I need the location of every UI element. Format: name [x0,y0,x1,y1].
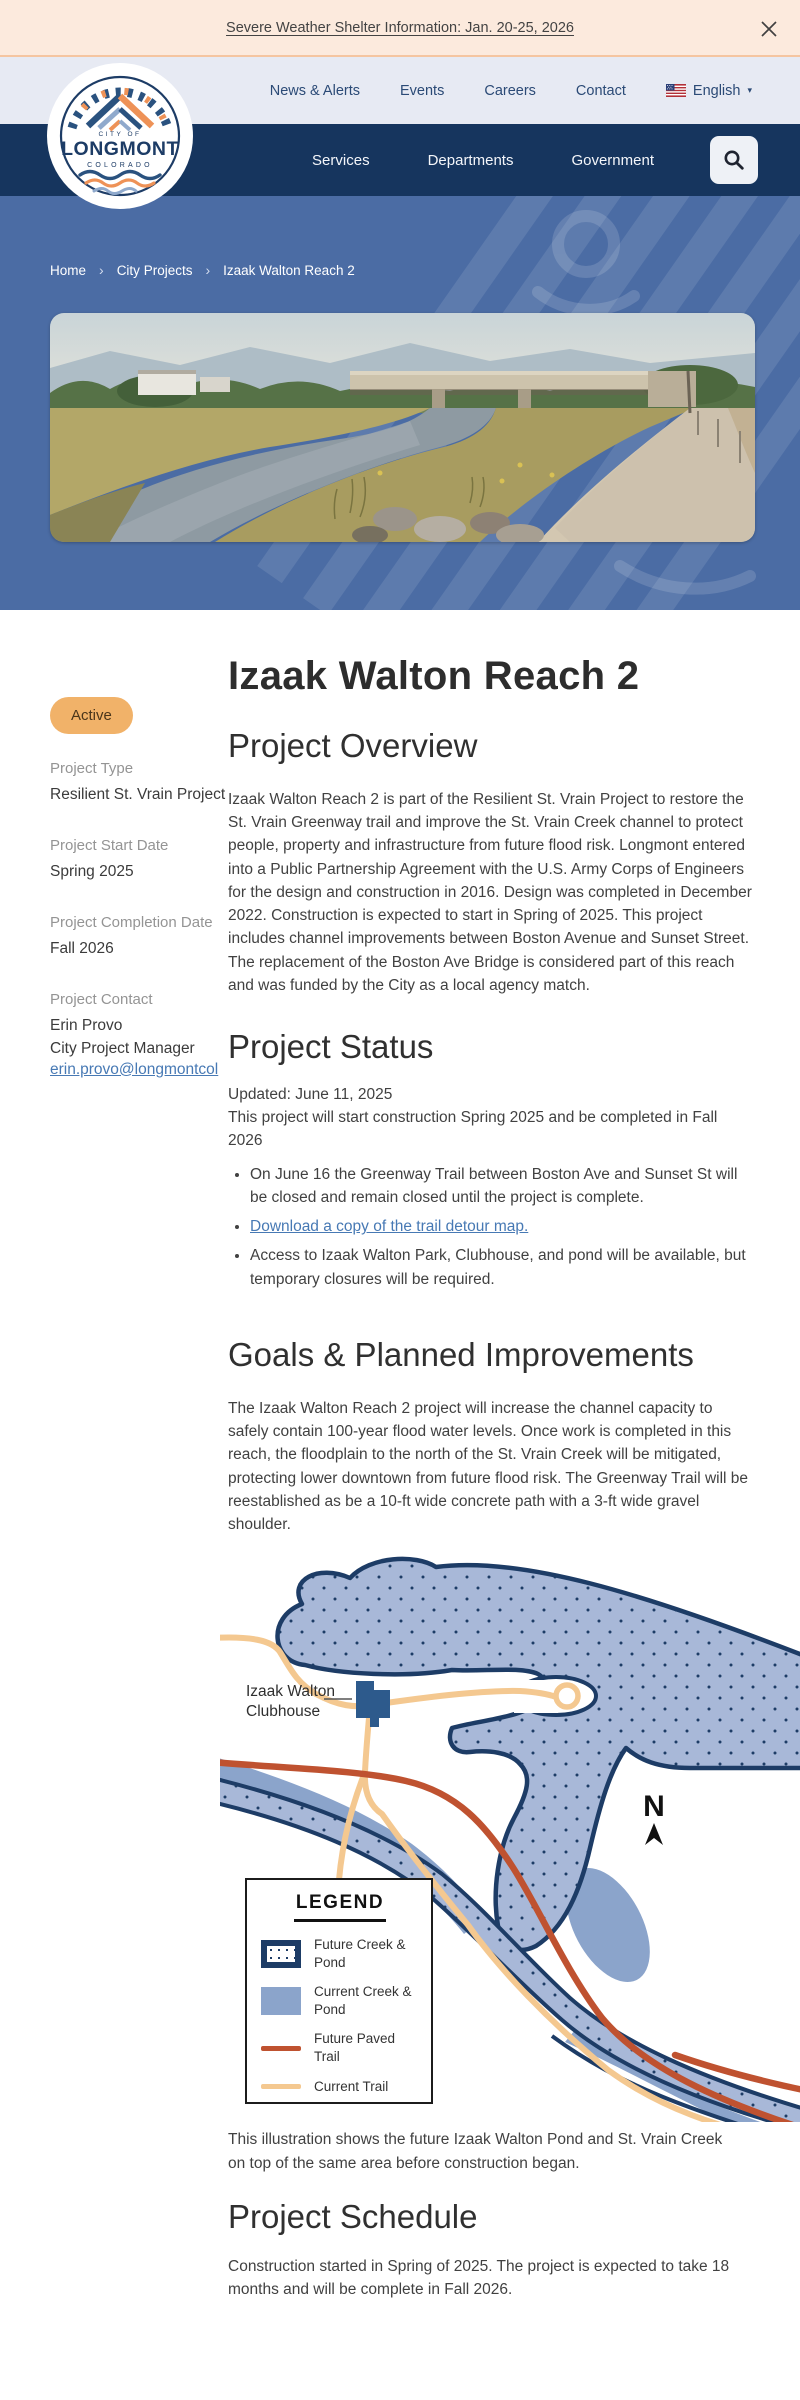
alert-banner [0,0,800,57]
legend-item-current-creek: Current Creek & Pond [261,1983,419,2018]
schedule-heading: Project Schedule [228,2197,478,2235]
overview-heading: Project Overview [228,727,478,764]
content-area [0,610,800,2301]
meta-project-type: Project Type Resilient St. Vrain Project [50,760,226,803]
current-creek-swatch [261,1987,301,2015]
clubhouse-label: Izaak Walton [246,1683,336,1701]
us-flag-icon [666,84,686,97]
status-intro: This project will start construction Spring 2025 and be completed in Fall 2026 [228,1109,718,1150]
language-selector[interactable] [666,83,752,99]
status-heading: Project Status [228,1028,434,1066]
meta-start-date: Project Start Date Spring 2025 [50,837,169,881]
main-column [228,610,755,2301]
status-list [250,1163,755,1291]
legend-item-current-trail: Current Trail [261,2078,419,2096]
svg-text:COLORADO: COLORADO [87,162,153,169]
legend-item-future-trail: Future Paved Trail [261,2030,419,2065]
breadcrumb-chevron-icon: › [99,262,104,278]
longmont-logo-icon [46,62,194,210]
status-bullet-closure: • On June 16 the Greenway Trail between Boston Ave and Sunset St will be closed and remain closed until the project is complete. [250,1163,755,1210]
breadcrumb-chevron-icon: › [205,262,211,278]
project-map-illustration [220,1550,800,2122]
chevron-down-icon: ▾ [747,85,752,95]
legend-item-future-creek: Future Creek & Pond [261,1936,419,1971]
search-icon [723,149,745,171]
map-legend [245,1878,433,2104]
breadcrumb-current-page: Izaak Walton Reach 2 [223,262,355,278]
breadcrumb-home[interactable]: Home [50,262,87,278]
breadcrumb [50,262,355,278]
current-trail-loop [556,1685,578,1707]
goals-paragraph: The Izaak Walton Reach 2 project will increase the channel capacity to safely contain 100-year flood water levels. Once work is completed in this reach, the floodplain to the north of the St. Vrain Creek will be mitigated, protecting lower downtown from future flood risk. The Greenway Trail will be reestablished as be a 10-ft wide concrete path with a 3-ft wide gravel shoulder. [228,1399,749,1534]
status-badge: Active [50,697,133,734]
nav-news-alerts[interactable]: News & Alerts [269,82,360,99]
future-trail-swatch [261,2046,301,2051]
contact-name: Erin Provo [50,1017,123,1035]
status-bullet-access: • Access to Izaak Walton Park, Clubhouse, and pond will be available, but temporary closures will be required. [250,1244,755,1291]
nav-contact[interactable]: Contact [575,82,626,99]
hero-section [0,196,800,610]
clubhouse-building [356,1681,390,1727]
search-button[interactable] [710,136,758,184]
breadcrumb-city-projects[interactable]: City Projects [116,262,193,278]
language-label: English [692,82,741,99]
meta-completion-date: Project Completion Date Fall 2026 [50,914,213,958]
overview-paragraph: Izaak Walton Reach 2 is part of the Resilient St. Vrain Project to restore the St. Vrain Greenway trail and improve the St. Vrain Creek channel to protect people, property and infrastructure from future flood risk. Longmont entered into a Public Partnership Agreement with the U.S. Army Corps of Engineers for the design and construction in 2016. Design was completed in December 2022. Construction is expected to start in Spring of 2025. This project includes channel improvements between Boston Avenue and Sunset Street. The replacement of the Boston Ave Bridge is considered part of this reach and was funded by the City as a local agency match. [228,790,752,994]
status-updated: Updated: June 11, 2025 [228,1085,393,1103]
svg-text:LONGMONT: LONGMONT [61,138,179,160]
hero-photo [50,313,755,542]
schedule-paragraph: Construction started in Spring of 2025. The project is expected to take 18 months and will be complete in Fall 2026. [228,2257,730,2298]
legend-title: LEGEND [295,1892,385,1914]
close-icon [761,21,777,37]
close-banner-button[interactable] [758,18,780,40]
city-logo[interactable] [46,62,194,210]
project-sidebar [50,697,228,1079]
north-arrow-icon: N [643,1790,665,1824]
meta-contact: Project Contact Erin Provo City Project Manager erin.provo@longmontcol [50,989,228,1079]
page-title: Izaak Walton Reach 2 [228,654,640,698]
nav-events[interactable]: Events [400,82,445,99]
svg-text:CITY OF: CITY OF [98,131,142,138]
nav-services[interactable]: Services [312,151,370,169]
current-trail-swatch [261,2084,301,2089]
status-bullet-detour [250,1215,755,1238]
map-caption: This illustration shows the future Izaak Walton Pond and St. Vrain Creek on top of the same area before construction began. [228,2131,723,2172]
svg-text:Clubhouse: Clubhouse [246,1703,321,1721]
contact-email-link[interactable]: erin.provo@longmontcol [50,1060,219,1078]
detour-map-link[interactable]: Download a copy of the trail detour map. [250,1218,529,1236]
nav-careers[interactable]: Careers [484,82,536,99]
goals-heading: Goals & Planned Improvements [228,1335,694,1373]
nav-government[interactable]: Government [571,151,654,169]
contact-role: City Project Manager [50,1040,195,1058]
nav-departments[interactable]: Departments [427,151,514,169]
weather-shelter-link[interactable]: Severe Weather Shelter Information: Jan. 20-25, 2026 [226,19,574,36]
future-creek-swatch [261,1940,301,1968]
